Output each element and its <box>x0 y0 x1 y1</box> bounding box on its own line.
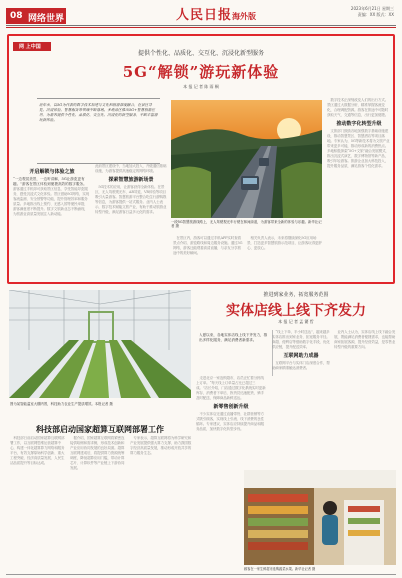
section-name: 网络世界 <box>28 14 65 24</box>
section2-byline: 本 报 记 者 孟 繁 哲 <box>278 319 314 324</box>
page-footer-rule <box>6 574 396 575</box>
article-column-3: 在景区内，游客可以通过手机APP实时查看景点介绍、游览路线和周边服务设施。通过5G网络，游客还能观看高清直播，与亲友分享旅途中的美好瞬间。 <box>173 236 243 255</box>
header-rule <box>6 25 396 26</box>
column-tag: 网 上中国 <box>13 42 51 51</box>
section2-kicker: 推进到家业务，拓宽服务范围 <box>263 292 329 298</box>
section3-column-2: 据介绍，国家超算互联网将紧密连接供给侧和需求侧，形成技术创新和产业应用协同发展的良好局面。超算互联网建成后，将提供算力资源统筹调度，降低超算应用门槛，带动计算芯片、计算软件等产业链上下游协同发展。 <box>70 436 125 470</box>
page-number-badge <box>6 8 66 24</box>
top-story-kicker: 提供个性化、品质化、交互化、沉浸化新型服务 <box>137 50 264 57</box>
article-photo-greenhouse[interactable] <box>9 290 191 398</box>
article-column-1: 开启解锁与体验之旅 “一边观赏美景，一边听讲解，5G让游览更有趣。”游客在景区体验到便捷高效的数字服务。 游客通过手机即可获取景区信息，享受智能导览服务，感受沉浸式文化体验。景区借助5G网络，实现客流监测、安全预警等功能，提升管理效率和服务质量。多地推出线上预约、无感入园等便民举措，游客满意度不断提升。数字文旅新业态不断涌现，为旅游业高质量发展注入新动能。 <box>13 169 91 216</box>
column-heading: 新零售创新升级 <box>213 404 249 410</box>
header-accent-rule <box>6 27 396 28</box>
article-column-5: 数字技术正深刻改变人们的出行方式。景区通过大数据分析，精准掌握客流变化，合理调配资源。游客在旅途中可随时获取天气、交通等信息，出行更加便捷。 推动数字化转型升级 文旅部门鼓励各地加强数字基础设施建设，推动智慧景区、智慧酒店等项目落地。专家认为，5G等新技术将为文旅产业带来更多可能，推动形成新的消费热点。多地积极探索“5G+文旅”融合发展模式，推出沉浸式演艺、数字博物馆等新产品，吸引年轻游客。旅游企业加大科技投入，提升服务品质，满足游客个性化需求。 <box>327 98 390 168</box>
section3-column-3: 专家表示，超算互联网将为科学研究和产业发展提供强大算力支撑，助力我国数字经济高质量发展，推动形成开放共享的算力服务生态。 <box>130 436 192 455</box>
greenhouse-image <box>9 290 191 398</box>
supermarket-caption: 顾客在一家生鲜超市选购蔬菜水果。新华社记者 摄 <box>244 567 316 571</box>
article-photo-sunset-road[interactable] <box>171 100 322 218</box>
section2-pull-quote: 入夏以来，各地实体店线上线下齐发力，推出多样化服务，满足消费者新需求。 <box>196 330 273 376</box>
top-story-byline: 本 报 记 者 陈 雨 桐 <box>183 84 219 89</box>
section2-column-2: 业内人士认为，实体店线上线下融合发展，既能满足消费者便捷需求，也能帮助商家拓展客源，提升经营效益，是零售业转型升级的重要方向。 <box>334 330 396 349</box>
section2-column-1: “线上下单，半小时送达”，越来越多实体店推出到家业务，拓宽服务半径。商超、便利店等借助数字化手段，优化供应链，提升配送效率。 互联网助力成器 互联网平台与实体门店深度合作，帮助商家精准触达消费者。 <box>272 330 330 370</box>
column-heading: 互联网助力成器 <box>283 353 319 359</box>
section3-column-1: 科技部日前启动国家超算互联网部署工作，以互联网思维运营超算中心，构建一体化超算算力网络和服务平台，有效支撑原始科学创新、重大工程突破、经济高质量发展、人民生活品质提升等目标达成。 <box>10 436 65 465</box>
photo-caption: 一段5G智慧旅游线路上，无人驾驶观光车行驶在林间绿道，为游客带来全新的体验与乐趣。新华社记者 摄 <box>171 220 322 229</box>
column-heading: 开启解锁与体验之旅 <box>29 169 75 175</box>
section2-column-3: 走进北京一家连锁超市，店员正忙着分拣线上订单。“每天线上订单量占比已超过三成。”店长介绍，门店通过数字化系统实时更新库存，消费者下单后，拣货员迅速配货，骑手及时配送，保障商品新鲜送达。 新零售创新升级 不少实体店还通过直播带货、社群营销等方式吸引顾客，实现线上引流、线下消费的良性循环。专家建议，实体店应持续提升商品和服务品质，加快数字化转型步伐。 <box>196 376 266 431</box>
section3-headline[interactable]: 科技部启动国家超算互联网部署工作 <box>36 424 164 434</box>
section2-headline[interactable]: 实体店线上线下齐发力 <box>226 303 366 319</box>
article-column-4: 相关负责人表示，未来将继续深化5G应用场景，打造更多智慧旅游示范项目，让游客玩得更舒心、更放心。 <box>247 236 322 250</box>
column-heading: 探索智慧旅游新场景 <box>108 177 154 183</box>
page-header <box>0 0 402 30</box>
article-photo-supermarket[interactable] <box>244 470 396 565</box>
header-info <box>351 6 394 18</box>
supermarket-image <box>244 470 396 565</box>
greenhouse-caption: 图为某智能温室大棚内景，科技助力农业生产提质增效。本报记者 摄 <box>10 402 113 406</box>
sunset-road-image <box>171 100 322 218</box>
page-number: 08 <box>10 11 23 21</box>
editor-line: 责编：XX 版式：XX <box>357 12 394 17</box>
top-story-highlight[interactable] <box>7 34 395 284</box>
lead-paragraph: 近年来，以5G为代表的数字技术加速与文化和旅游深度融合，在景区导览、沉浸体验、智慧服务等领域不断落地。多地景区推出5G+智慧旅游应用，为游客提供个性化、品质化、交互化、沉浸化的新型服务，不断丰富游玩新体验。 <box>37 98 160 164</box>
column-heading: 推动数字化转型升级 <box>336 121 382 127</box>
top-story-headline[interactable]: 5G“解锁”游玩新体验 <box>122 63 280 81</box>
newspaper-logo: 人民日报海外版 <box>176 8 257 23</box>
article-column-2: 此前景区建设中，当地加大投入，升级通信基础设施，为游客提供高速稳定的网络环境。 探索智慧旅游新场景 5G技术的应用，让游客获得全新体验。在景区，无人驾驶观光车、AR导览、VR体验等项目吸引大量游客。智慧旅游平台整合吃住行游购娱等信息，为游客提供一站式服务。业内人士表示，数字技术赋能文旅产业，有助于推动旅游业转型升级，满足游客日益多元化的需求。 <box>95 164 167 214</box>
date-line: 2023年6月21日 星期三 <box>350 6 394 11</box>
